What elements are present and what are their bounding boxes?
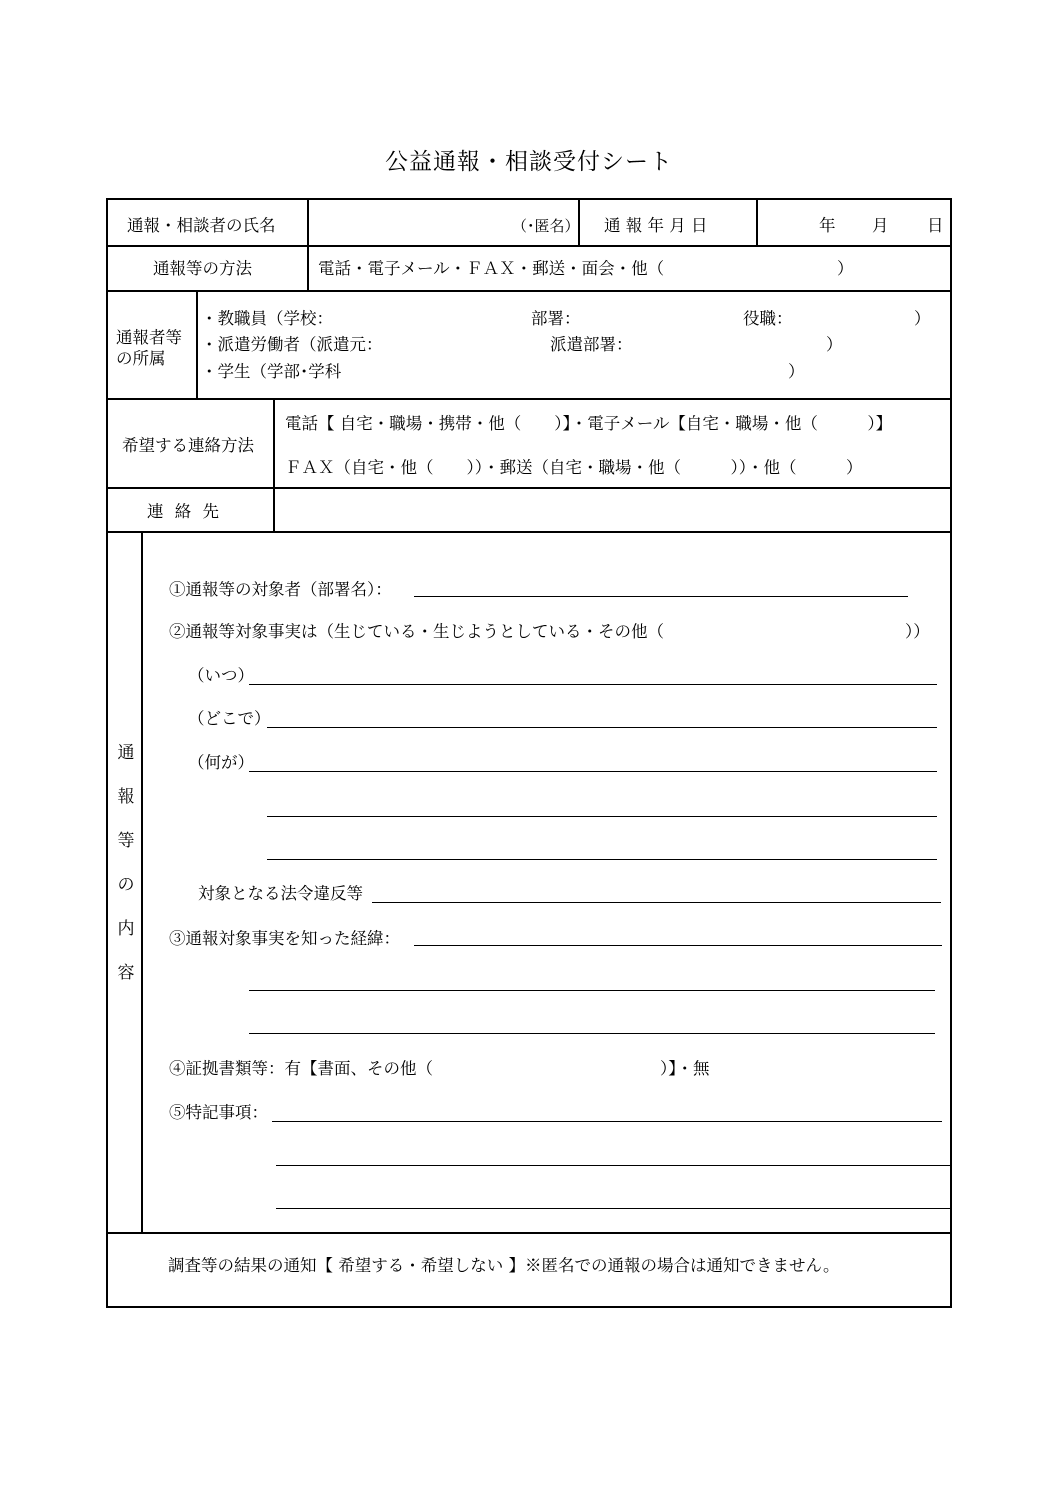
content-label-char: 報 <box>117 787 135 807</box>
row-divider <box>106 531 952 533</box>
notes-field-line[interactable] <box>276 1208 950 1209</box>
staff-position-label: 役職： <box>743 309 793 328</box>
circumstance-label: ③通報対象事実を知った経緯： <box>169 929 400 948</box>
method-close: ） <box>837 259 854 278</box>
column-divider <box>756 198 758 245</box>
dispatch-dept-label: 派遣部署： <box>550 335 633 354</box>
column-divider <box>196 290 198 398</box>
dispatch-option[interactable]: ・派遣労働者（派遣元： <box>201 335 383 354</box>
column-divider <box>307 198 309 290</box>
row-divider <box>106 487 952 489</box>
affiliation-label-2: の所属 <box>116 349 166 368</box>
row-divider <box>106 245 952 247</box>
staff-dept-label: 部署： <box>531 309 581 328</box>
student-close: ） <box>788 362 805 381</box>
staff-close: ） <box>914 309 931 328</box>
circumstance-field-line[interactable] <box>249 1033 935 1034</box>
notes-label: ⑤特記事項： <box>169 1103 268 1122</box>
method-options[interactable]: 電話・電子メール・ＦＡＸ・郵送・面会・他（ <box>318 259 665 278</box>
content-label-char: 内 <box>117 919 135 939</box>
name-label: 通報・相談者の氏名 <box>127 216 276 235</box>
day-label: 日 <box>927 216 944 235</box>
circumstance-field[interactable] <box>414 945 942 946</box>
contact-label: 連 絡 先 <box>147 502 222 521</box>
law-violation-field[interactable] <box>372 902 941 903</box>
result-notification-text[interactable]: 調査等の結果の通知【 希望する・希望しない 】※匿名での通報の場合は通知できません。 <box>168 1256 840 1275</box>
row-divider <box>106 1232 952 1234</box>
anonymous-option[interactable]: （･匿名） <box>512 217 580 235</box>
target-person-label: ①通報等の対象者（部署名）： <box>169 580 392 599</box>
content-label-char: 等 <box>117 831 135 851</box>
what-field-line[interactable] <box>267 816 937 817</box>
report-date-label: 通 報 年 月 日 <box>604 216 708 235</box>
where-field[interactable] <box>267 727 937 728</box>
what-label: （何が） <box>188 753 254 772</box>
when-field[interactable] <box>249 684 937 685</box>
dispatch-close: ） <box>826 335 843 354</box>
when-label: （いつ） <box>188 666 254 685</box>
content-label-char: 容 <box>117 963 135 983</box>
target-person-field[interactable] <box>414 596 908 597</box>
notes-field-line[interactable] <box>276 1165 950 1166</box>
contact-method-line-1[interactable]: 電話【 自宅・職場・携帯・他（ ）】・電子メール【自宅・職場・他（ ）】 <box>285 414 893 433</box>
student-option[interactable]: ・学生（学部･学科 <box>201 362 342 381</box>
law-violation-label: 対象となる法令違反等 <box>198 884 363 903</box>
what-field-line[interactable] <box>267 859 937 860</box>
staff-option[interactable]: ・教職員（学校： <box>201 309 333 328</box>
contact-method-line-2[interactable]: ＦＡＸ（自宅・他（ ））・郵送（自宅・職場・他（ ））・他（ ） <box>285 458 863 477</box>
evidence-close: ）】・無 <box>660 1059 710 1078</box>
contact-method-label: 希望する連絡方法 <box>122 436 254 455</box>
where-label: （どこで） <box>188 709 271 728</box>
row-divider <box>106 290 952 292</box>
page-title: 公益通報・相談受付シート <box>385 149 673 175</box>
affiliation-label-1: 通報者等 <box>116 328 182 347</box>
method-label: 通報等の方法 <box>153 259 252 278</box>
notes-field[interactable] <box>272 1121 942 1122</box>
content-label-char: の <box>117 875 135 895</box>
fact-status-close: ）） <box>905 622 930 641</box>
fact-status-label: ②通報等対象事実は（生じている・生じようとしている・その他（ <box>169 622 664 641</box>
month-label: 月 <box>872 216 889 235</box>
circumstance-field-line[interactable] <box>249 990 935 991</box>
evidence-label: ④証拠書類等：有【書面、その他（ <box>169 1059 433 1078</box>
content-label-char: 通 <box>117 743 135 763</box>
column-divider <box>273 398 275 531</box>
what-field[interactable] <box>249 771 937 772</box>
row-divider <box>106 398 952 400</box>
column-divider <box>141 531 143 1232</box>
year-label: 年 <box>819 216 836 235</box>
